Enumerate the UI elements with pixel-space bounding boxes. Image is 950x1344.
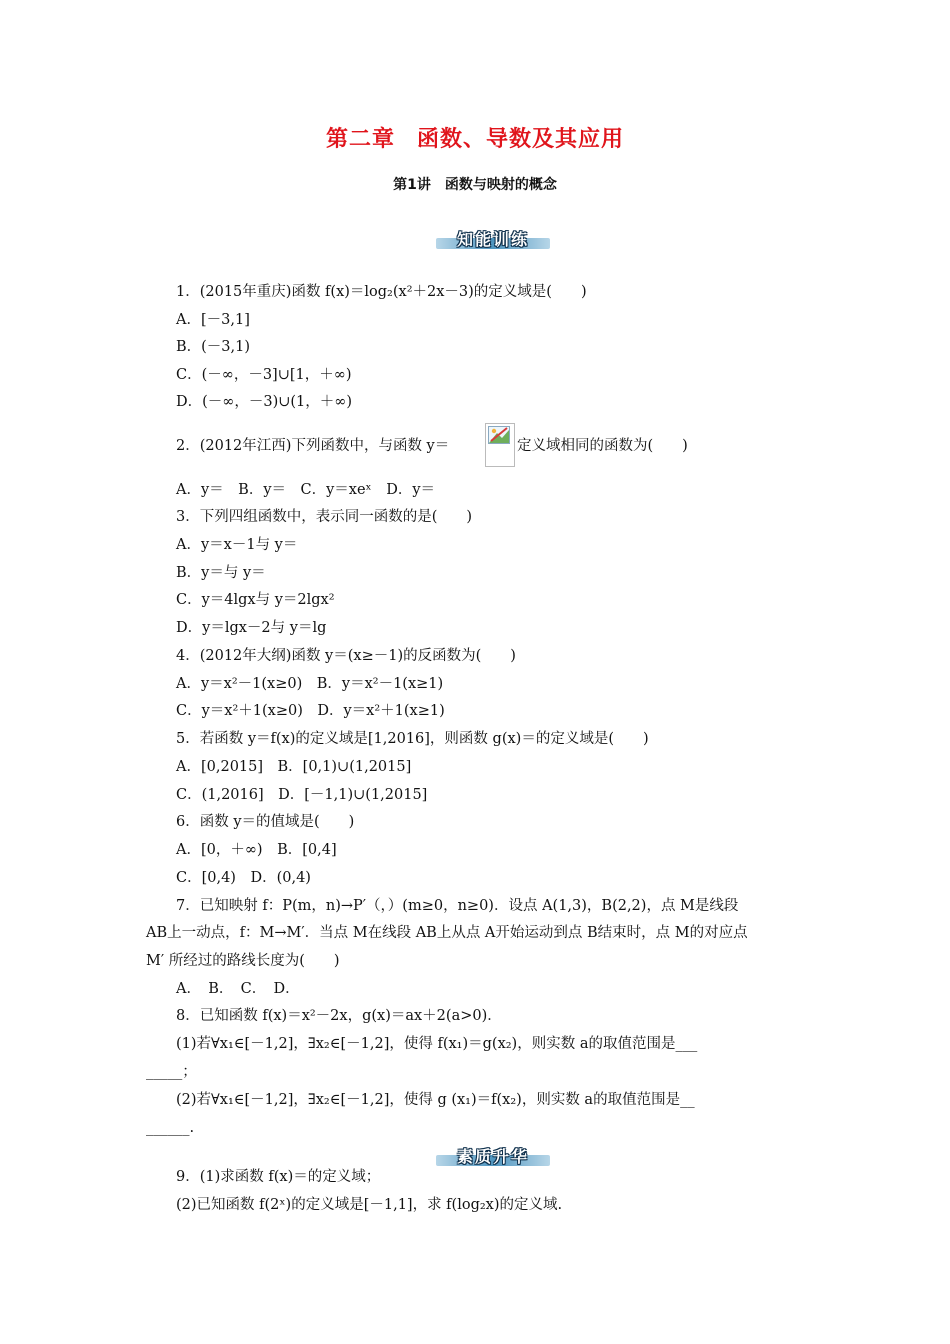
- option-line: C．(1,2016] D．[－1,1)∪(1,2015]: [176, 787, 428, 803]
- question-1: 1．(2015年重庆)函数 f(x)＝log₂(x²＋2x－3)的定义域是( ): [176, 284, 587, 300]
- chapter-name: 函数、导数及其应用: [417, 127, 625, 152]
- option-line: C．[0,4) D．(0,4): [176, 870, 311, 886]
- section-banner-advanced: [436, 1146, 550, 1168]
- option-line: A．y＝ B．y＝ C．y＝xeˣ D．y＝: [176, 482, 436, 498]
- chapter-title: [0, 122, 950, 153]
- question-8-part-1: (1)若∀x₁∈[－1,2]，∃x₂∈[－1,2]，使得 f(x₁)＝g(x₂)，则实数 a的取值范围是___: [176, 1036, 698, 1052]
- option-line: A．[0,2015] B．[0,1)∪(1,2015]: [176, 759, 412, 775]
- question-5: 5．若函数 y＝f(x)的定义域是[1,2016]，则函数 g(x)＝的定义域是( ): [176, 731, 649, 747]
- question-8: 8．已知函数 f(x)＝x²－2x，g(x)＝ax＋2(a>0)．: [176, 1008, 502, 1024]
- section-banner-training: [436, 229, 550, 251]
- option-line: B．y＝与 y＝: [176, 565, 266, 581]
- chapter-number: 第二章: [325, 127, 395, 152]
- option-line: A．y＝x²－1(x≥0) B．y＝x²－1(x≥1): [176, 676, 444, 692]
- lesson-title: [0, 174, 950, 194]
- section-banner-label: 知能训练: [456, 230, 529, 249]
- option-line: B．(－3,1): [176, 339, 251, 355]
- question-3: 3．下列四组函数中，表示同一函数的是( ): [176, 509, 473, 525]
- question-9-part-2: (2)已知函数 f(2ˣ)的定义域是[－1,1]，求 f(log₂x)的定义域.: [176, 1197, 563, 1213]
- option-line: A．[－3,1]: [176, 312, 250, 328]
- question-8-part-2: (2)若∀x₁∈[－1,2]，∃x₂∈[－1,2]，使得 g (x₁)＝f(x₂)，则实数 a的取值范围是__: [176, 1092, 695, 1108]
- option-line: C．(－∞，－3]∪[1，＋∞): [176, 367, 352, 383]
- question-8-part-2-blank: ______.: [146, 1120, 195, 1136]
- option-line: A．[0，＋∞) B．[0,4]: [176, 842, 337, 858]
- option-line: A． B． C． D．: [176, 981, 300, 997]
- lesson-name: 函数与映射的概念: [444, 177, 557, 193]
- lesson-number: 第1讲: [393, 177, 431, 193]
- option-line: C．y＝4lgx与 y＝2lgx²: [176, 592, 335, 608]
- question-8-part-1-blank: _____；: [146, 1064, 197, 1080]
- question-7: 7．已知映射 f：P(m，n)→P′（，）(m≥0，n≥0)．设点 A(1,3)，B(2,2)，点 M是线段: [176, 898, 739, 914]
- question-2-tail: 定义域相同的函数为( ): [517, 438, 688, 454]
- option-line: D．(－∞，－3)∪(1，＋∞): [176, 394, 353, 410]
- question-7-cont: M′ 所经过的路线长度为( ): [146, 953, 340, 969]
- option-line: C．y＝x²＋1(x≥0) D．y＝x²＋1(x≥1): [176, 703, 445, 719]
- broken-image-icon: [485, 423, 515, 467]
- question-7-cont: AB上一动点，f：M→M′．当点 M在线段 AB上从点 A开始运动到点 B结束时，点 M的对应点: [146, 925, 748, 941]
- option-line: D．y＝lgx－2与 y＝lg: [176, 620, 327, 636]
- question-6: 6．函数 y＝的值域是( ): [176, 814, 355, 830]
- question-4: 4．(2012年大纲)函数 y＝(x≥－1)的反函数为( ): [176, 648, 516, 664]
- question-2: 2．(2012年江西)下列函数中，与函数 y＝: [176, 438, 450, 454]
- option-line: A．y＝x－1与 y＝: [176, 537, 298, 553]
- section-banner-label: 素质升华: [456, 1147, 529, 1166]
- question-9-part-1: 9．(1)求函数 f(x)＝的定义域；: [176, 1169, 381, 1185]
